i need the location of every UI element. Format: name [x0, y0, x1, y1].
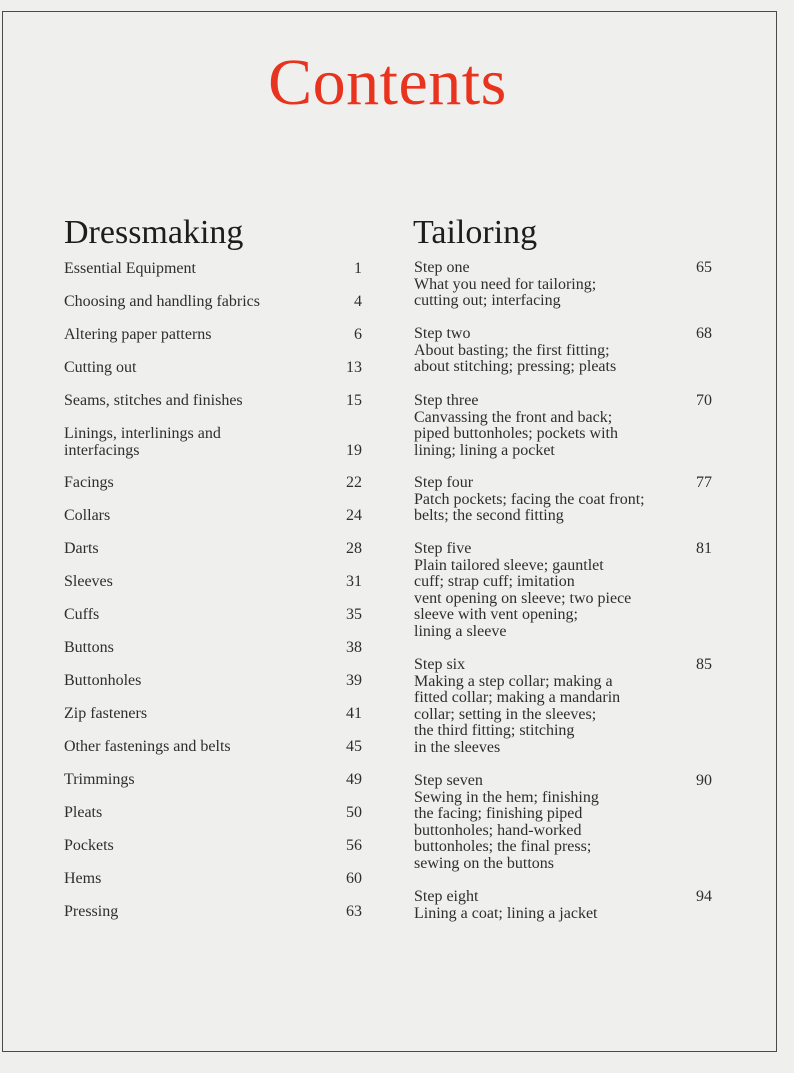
- step-entry: [414, 260, 712, 310]
- toc-entry-page: 15: [346, 392, 362, 409]
- toc-entry-page: 13: [346, 359, 362, 376]
- toc-entry: [64, 393, 362, 410]
- toc-entry: [64, 805, 362, 822]
- page-title: Contents: [268, 46, 507, 119]
- toc-entry-label: Cutting out: [64, 359, 137, 376]
- step-description-line: vent opening on sleeve; two piece: [414, 589, 632, 607]
- step-page: 85: [696, 656, 712, 673]
- toc-entry-label: Pressing: [64, 903, 119, 920]
- toc-entry: [64, 294, 362, 311]
- step-description-line: sleeve with vent opening;: [414, 606, 578, 623]
- toc-entry-page: 63: [346, 903, 362, 920]
- toc-entry-label: Buttons: [64, 639, 114, 656]
- toc-entry-page: 45: [346, 738, 362, 755]
- step-label: Step eight: [414, 888, 479, 905]
- toc-entry-page: 56: [346, 837, 362, 854]
- step-description-line: Plain tailored sleeve; gauntlet: [414, 556, 604, 574]
- toc-entry: [64, 706, 362, 723]
- step-description-line: Making a step collar; making a: [414, 672, 613, 690]
- toc-entry-label: Altering paper patterns: [64, 326, 212, 343]
- step-description-line: Patch pockets; facing the coat front;: [414, 490, 645, 508]
- step-description-line: buttonholes; hand-worked: [414, 821, 582, 839]
- step-description-line: Canvassing the front and back;: [414, 408, 613, 426]
- step-description-line: cutting out; interfacing: [414, 292, 561, 309]
- toc-entry: [64, 838, 362, 855]
- step-description-line: collar; setting in the sleeves;: [414, 705, 597, 723]
- toc-entry-page: 4: [354, 293, 362, 310]
- toc-entry-label-line1: Linings, interlinings and: [64, 425, 221, 442]
- toc-entry-page: 6: [354, 326, 362, 343]
- toc-entry-label: Seams, stitches and finishes: [64, 392, 243, 409]
- step-label: Step four: [414, 474, 474, 491]
- toc-entry-page: 24: [346, 507, 362, 524]
- toc-entry-page: 41: [346, 705, 362, 722]
- toc-entry-label: Sleeves: [64, 573, 113, 590]
- dressmaking-heading: Dressmaking: [64, 214, 244, 251]
- toc-entry-label: Trimmings: [64, 771, 135, 788]
- toc-entry: [64, 673, 362, 690]
- toc-entry-label: Other fastenings and belts: [64, 738, 231, 755]
- toc-entry-page: 22: [346, 474, 362, 491]
- step-description-line: fitted collar; making a mandarin: [414, 689, 621, 706]
- step-description-line: Lining a coat; lining a jacket: [414, 904, 598, 922]
- step-description-line: sewing on the buttons: [414, 854, 554, 872]
- toc-entry-label-line2: interfacings: [64, 441, 140, 459]
- step-entry: [414, 773, 712, 872]
- toc-entry: [64, 607, 362, 624]
- step-label: Step seven: [414, 772, 483, 789]
- toc-entry-label: Cuffs: [64, 606, 100, 623]
- step-page: 65: [696, 259, 712, 276]
- step-description-line: Sewing in the hem; finishing: [414, 788, 599, 806]
- toc-entry-page: 38: [346, 639, 362, 656]
- toc-entry: [64, 360, 362, 377]
- step-page: 68: [696, 325, 712, 342]
- toc-entry-page: 49: [346, 771, 362, 788]
- step-label: Step five: [414, 540, 472, 557]
- toc-entry: [64, 475, 362, 492]
- step-entry: [414, 541, 712, 640]
- step-description-line: piped buttonholes; pockets with: [414, 425, 618, 442]
- step-entry: [414, 657, 712, 756]
- step-description-line: in the sleeves: [414, 738, 501, 756]
- step-description-line: about stitching; pressing; pleats: [414, 358, 617, 375]
- step-description-line: belts; the second fitting: [414, 507, 564, 524]
- toc-entry: [64, 574, 362, 591]
- toc-entry-label: Essential Equipment: [64, 260, 196, 277]
- step-description-line: About basting; the first fitting;: [414, 341, 610, 359]
- toc-entry: [64, 541, 362, 558]
- toc-entry: [64, 640, 362, 657]
- toc-entry-label: Collars: [64, 507, 111, 524]
- toc-entry-page: 31: [346, 573, 362, 590]
- step-label: Step two: [414, 325, 471, 342]
- step-page: 94: [696, 888, 712, 905]
- step-description-line: buttonholes; the final press;: [414, 838, 592, 855]
- step-entry: [414, 889, 712, 922]
- step-entry: [414, 393, 712, 459]
- toc-entry-label: Choosing and handling fabrics: [64, 293, 260, 310]
- toc-entry-page: 50: [346, 804, 362, 821]
- toc-entry-page: 28: [346, 540, 362, 557]
- toc-entry-label: Darts: [64, 540, 99, 557]
- step-entry: [414, 326, 712, 376]
- step-page: 70: [696, 392, 712, 409]
- toc-entry-label: Zip fasteners: [64, 705, 148, 722]
- toc-entry-label: Pleats: [64, 804, 103, 821]
- toc-entry: [64, 508, 362, 525]
- toc-entry-page: 19: [346, 441, 362, 459]
- toc-entry: [64, 772, 362, 789]
- step-description-line: lining a sleeve: [414, 622, 507, 640]
- step-page: 77: [696, 474, 712, 491]
- step-label: Step six: [414, 656, 466, 673]
- step-label: Step one: [414, 259, 470, 276]
- toc-entry: [64, 327, 362, 344]
- tailoring-heading: Tailoring: [413, 214, 538, 251]
- toc-entry: [64, 739, 362, 756]
- step-label: Step three: [414, 392, 479, 409]
- step-description-line: What you need for tailoring;: [414, 275, 597, 293]
- step-entry: [414, 475, 712, 525]
- toc-entry: [64, 904, 362, 921]
- step-page: 90: [696, 772, 712, 789]
- toc-entry-page: 1: [354, 260, 362, 277]
- toc-entry-label: Pockets: [64, 837, 114, 854]
- toc-entry: [64, 261, 362, 278]
- step-page: 81: [696, 540, 712, 557]
- toc-entry-page: 35: [346, 606, 362, 623]
- toc-entry: [64, 426, 362, 459]
- toc-entry-page: 39: [346, 672, 362, 689]
- step-description-line: cuff; strap cuff; imitation: [414, 573, 575, 590]
- step-description-line: the third fitting; stitching: [414, 722, 575, 739]
- toc-entry-label: Buttonholes: [64, 672, 142, 689]
- toc-entry-label: Facings: [64, 474, 114, 491]
- toc-entry: [64, 871, 362, 888]
- step-description-line: lining; lining a pocket: [414, 441, 555, 459]
- toc-entry-label: Hems: [64, 870, 102, 887]
- toc-entry-page: 60: [346, 870, 362, 887]
- step-description-line: the facing; finishing piped: [414, 805, 583, 822]
